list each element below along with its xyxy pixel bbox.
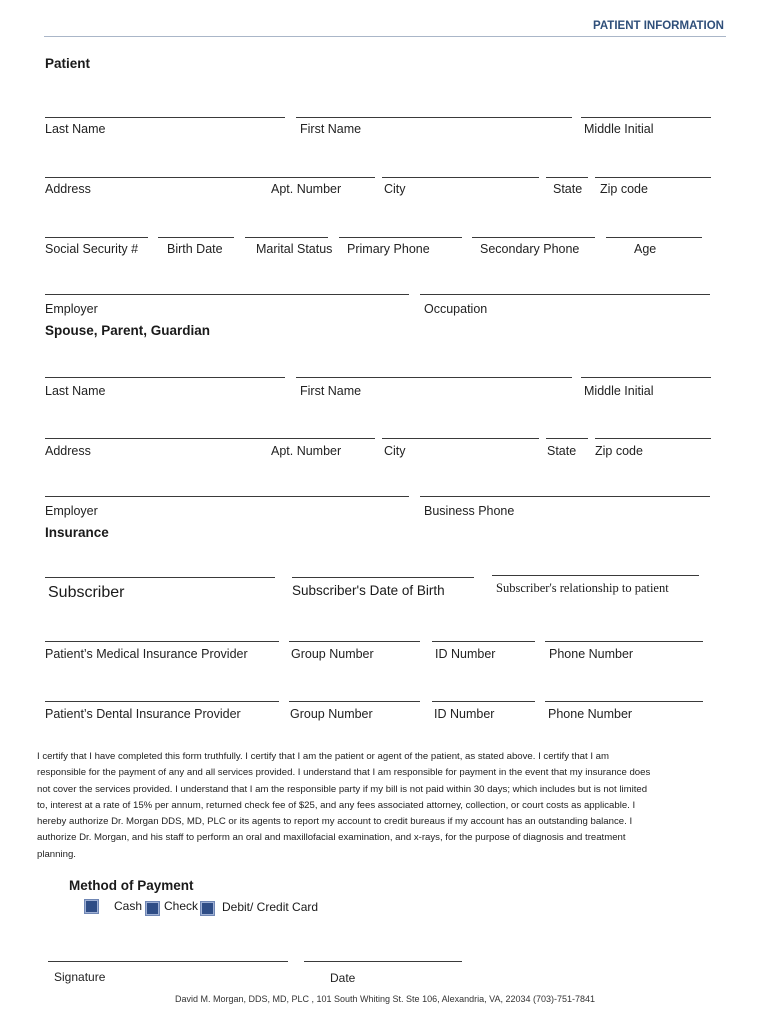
patient-birth-date-label: Birth Date [167,242,223,256]
cash-checkbox[interactable] [84,899,99,914]
signature-field[interactable] [48,961,288,962]
card-option-label: Debit/ Credit Card [222,900,319,914]
patient-state-label: State [553,182,583,196]
dental-id-number-label: ID Number [434,707,495,721]
guardian-last-name-field[interactable] [45,377,285,378]
medical-group-number-field[interactable] [289,641,420,642]
guardian-employer-label: Employer [45,504,98,518]
header-divider [44,36,726,37]
certification-line: not cover the services provided. I understand that I am the responsible party if my bill is not paid within 30 days; which includes but is not limited [37,783,648,795]
medical-provider-label: Patient’s Medical Insurance Provider [45,647,248,661]
certification-line: authorize Dr. Morgan, and his staff to perform an oral and maxillofacial examination, and x-rays, for the purpose of diagnosis and treatment [37,832,626,844]
guardian-city-field[interactable] [382,438,539,439]
patient-occupation-label: Occupation [424,302,488,316]
guardian-address-label: Address [45,444,91,458]
patient-birth-date-field[interactable] [158,237,234,238]
practice-address-footer: David M. Morgan, DDS, MD, PLC , 101 South Whiting St. Ste 106, Alexandria, VA, 22034 (703)-751-7841 [174,994,596,1004]
dental-group-number-label: Group Number [290,707,373,721]
guardian-middle-initial-field[interactable] [581,377,711,378]
patient-zip-label: Zip code [600,182,648,196]
certification-line: planning. [37,848,76,860]
medical-phone-number-field[interactable] [545,641,703,642]
dental-phone-number-label: Phone Number [548,707,633,721]
subscriber-relationship-label: Subscriber's relationship to patient [496,581,669,595]
patient-address-field[interactable] [45,177,375,178]
dental-provider-field[interactable] [45,701,279,702]
subscriber-field[interactable] [45,577,275,578]
guardian-zip-label: Zip code [595,444,643,458]
date-label: Date [330,971,356,985]
subscriber-dob-field[interactable] [292,577,474,578]
guardian-address-field[interactable] [45,438,375,439]
patient-primary-phone-label: Primary Phone [347,242,430,256]
patient-middle-initial-label: Middle Initial [584,122,654,136]
patient-first-name-label: First Name [300,122,362,136]
medical-provider-field[interactable] [45,641,279,642]
cash-option-label: Cash [114,899,143,913]
patient-marital-status-field[interactable] [245,237,328,238]
patient-last-name-label: Last Name [45,122,106,136]
patient-ssn-field[interactable] [45,237,148,238]
patient-first-name-field[interactable] [296,117,572,118]
date-field[interactable] [304,961,462,962]
medical-group-number-label: Group Number [291,647,374,661]
medical-phone-number-label: Phone Number [549,647,634,661]
patient-last-name-field[interactable] [45,117,285,118]
insurance-section-heading: Insurance [45,525,109,540]
guardian-apt-number-label: Apt. Number [271,444,342,458]
signature-label: Signature [54,970,106,984]
patient-address-label: Address [45,182,91,196]
patient-age-field[interactable] [606,237,702,238]
dental-provider-label: Patient’s Dental Insurance Provider [45,707,241,721]
guardian-first-name-field[interactable] [296,377,572,378]
patient-zip-field[interactable] [595,177,711,178]
patient-employer-label: Employer [45,302,98,316]
certification-line: to, interest at a rate of 15% per annum, returned check fee of $25, and any fees associated attorney, collection, or court costs as applicable. I [37,799,636,811]
check-option-label: Check [164,899,199,913]
medical-id-number-field[interactable] [432,641,535,642]
guardian-business-phone-field[interactable] [420,496,710,497]
guardian-state-label: State [547,444,577,458]
patient-marital-status-label: Marital Status [256,242,333,256]
guardian-middle-initial-label: Middle Initial [584,384,654,398]
patient-city-field[interactable] [382,177,539,178]
guardian-city-label: City [384,444,406,458]
guardian-last-name-label: Last Name [45,384,106,398]
certification-line: responsible for the payment of any and all services provided. I understand that I am responsible for payment in the event that my insurance does [37,767,651,779]
patient-state-field[interactable] [546,177,588,178]
patient-occupation-field[interactable] [420,294,710,295]
patient-employer-field[interactable] [45,294,409,295]
patient-age-label: Age [634,242,657,256]
medical-id-number-label: ID Number [435,647,496,661]
form-title: PATIENT INFORMATION [593,20,724,32]
patient-primary-phone-field[interactable] [339,237,462,238]
guardian-first-name-label: First Name [300,384,362,398]
check-checkbox[interactable] [145,901,160,916]
guardian-business-phone-label: Business Phone [424,504,515,518]
dental-id-number-field[interactable] [432,701,535,702]
subscriber-label: Subscriber [48,584,125,601]
payment-method-heading: Method of Payment [69,878,194,893]
patient-apt-number-label: Apt. Number [271,182,342,196]
certification-line: hereby authorize Dr. Morgan DDS, MD, PLC or its agents to report my account to credit bureaus if my account has an outstanding balance. I [37,816,633,828]
patient-secondary-phone-label: Secondary Phone [480,242,580,256]
certification-statement [37,749,709,863]
subscriber-relationship-field[interactable] [492,575,699,576]
patient-city-label: City [384,182,406,196]
card-checkbox[interactable] [200,901,215,916]
guardian-state-field[interactable] [546,438,588,439]
guardian-zip-field[interactable] [595,438,711,439]
guardian-employer-field[interactable] [45,496,409,497]
guardian-section-heading: Spouse, Parent, Guardian [45,323,211,338]
patient-section-heading: Patient [45,56,91,71]
patient-ssn-label: Social Security # [45,242,139,256]
subscriber-dob-label: Subscriber's Date of Birth [292,583,445,598]
dental-group-number-field[interactable] [289,701,420,702]
patient-middle-initial-field[interactable] [581,117,711,118]
dental-phone-number-field[interactable] [545,701,703,702]
patient-secondary-phone-field[interactable] [472,237,595,238]
certification-line: I certify that I have completed this form truthfully. I certify that I am the patient or agent of the patient, as stated above. I certify that I am [37,751,609,762]
